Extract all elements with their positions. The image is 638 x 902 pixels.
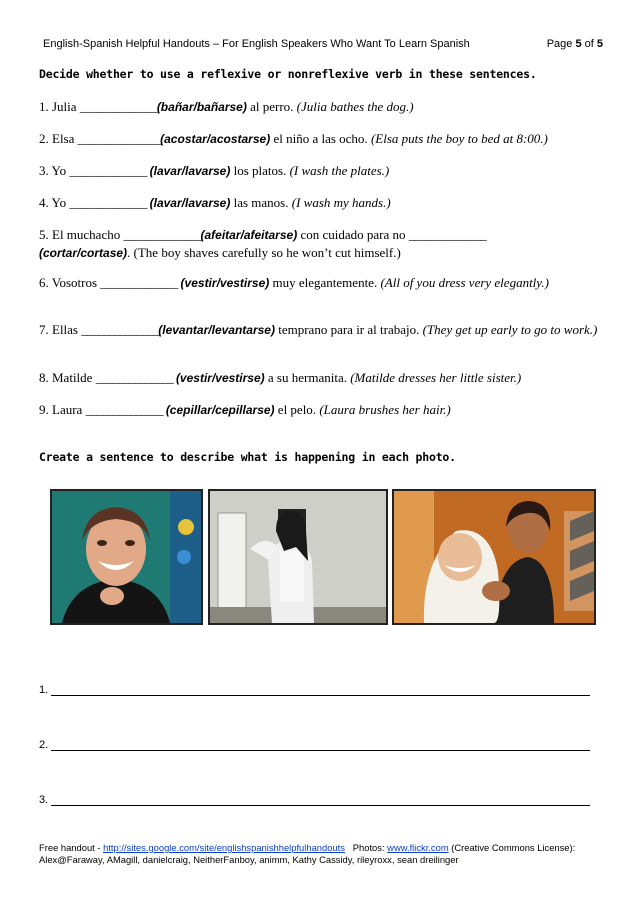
q-rest: los platos. xyxy=(230,163,290,178)
q-subject: El muchacho xyxy=(52,227,121,242)
q-verb: (vestir/vestirse) xyxy=(180,276,270,290)
q-translation: (Julia bathes the dog.) xyxy=(296,99,414,114)
question-5 xyxy=(39,226,604,262)
photo-woman-dressing-art xyxy=(210,491,386,623)
q-rest: temprano para ir al trabajo. xyxy=(274,322,423,337)
page-total: 5 xyxy=(596,38,603,50)
footer-prefix: Free handout - xyxy=(39,842,104,853)
q-rest: las manos. xyxy=(230,195,292,210)
q-rest: al perro. xyxy=(246,99,297,114)
q-num: 6. xyxy=(39,275,49,290)
q-verb: (lavar/lavarse) xyxy=(149,196,231,210)
q-subject: Vosotros xyxy=(51,275,98,290)
q-num: 3. xyxy=(39,163,49,178)
q-rest: el pelo. xyxy=(274,402,320,417)
answer-num: 1. xyxy=(39,684,49,696)
page-current: 5 xyxy=(575,38,582,50)
photo-strip xyxy=(50,489,596,625)
q-blank[interactable]: ______________ xyxy=(69,195,147,210)
q-num: 7. xyxy=(39,322,49,337)
answer-line[interactable] xyxy=(51,695,590,696)
answer-1[interactable] xyxy=(39,684,590,698)
photo-mother-child xyxy=(392,489,596,625)
q-subject: Matilde xyxy=(52,370,93,385)
q-rest: el niño a las ocho. xyxy=(270,131,371,146)
q-blank[interactable]: _______________ xyxy=(77,131,161,146)
q-num: 2. xyxy=(39,131,49,146)
q-num: 4. xyxy=(39,195,49,210)
q-num: 8. xyxy=(39,370,49,385)
q-num: 9. xyxy=(39,402,49,417)
q-subject: Julia xyxy=(52,99,77,114)
photo-woman-smiling-art xyxy=(52,491,201,623)
q-blank-2[interactable]: ______________ xyxy=(408,227,486,242)
license-text: (Creative Commons License): xyxy=(448,842,576,853)
q-subject: Ellas xyxy=(52,322,78,337)
page-of: of xyxy=(581,38,597,50)
flickr-link[interactable]: www.flickr.com xyxy=(387,842,449,853)
q-verb: (acostar/acostarse) xyxy=(160,132,271,146)
q-subject: Yo xyxy=(51,163,67,178)
q-verb: (bañar/bañarse) xyxy=(156,100,247,114)
answer-num: 2. xyxy=(39,739,49,751)
photos-label: Photos: xyxy=(352,842,388,853)
q-num: 1. xyxy=(39,99,49,114)
q-verb: (afeitar/afeitarse) xyxy=(200,228,298,242)
q-translation: (Elsa puts the boy to bed at 8:00.) xyxy=(370,131,548,146)
q-translation: (Matilde dresses her little sister.) xyxy=(350,370,522,385)
q-blank[interactable]: ______________ xyxy=(69,163,147,178)
q-verb: (vestir/vestirse) xyxy=(175,371,265,385)
q-num: 5. xyxy=(39,227,49,242)
q-blank[interactable]: ______________ xyxy=(123,227,201,242)
answer-3[interactable] xyxy=(39,794,590,808)
q-blank[interactable]: ______________ xyxy=(95,370,173,385)
q-rest: a su hermanita. xyxy=(264,370,351,385)
q-blank[interactable]: ______________ xyxy=(79,99,157,114)
section2-heading: Create a sentence to describe what is happening in each photo. xyxy=(39,450,456,464)
section1-heading: Decide whether to use a reflexive or nonreflexive verb in these sentences. xyxy=(39,67,537,81)
q-translation: (They get up early to go to work.) xyxy=(422,322,598,337)
q-verb-2: (cortar/cortase) xyxy=(39,246,128,260)
q-translation: (I wash my hands.) xyxy=(291,195,391,210)
answer-2[interactable] xyxy=(39,739,590,753)
q-rest: muy elegantemente. xyxy=(269,275,381,290)
question-8 xyxy=(39,369,604,387)
q-verb: (levantar/levantarse) xyxy=(158,323,275,337)
q-subject: Laura xyxy=(52,402,83,417)
question-3 xyxy=(39,162,604,180)
q-rest-2: . (The boy shaves carefully so he won’t cut himself.) xyxy=(127,245,401,260)
q-translation: (All of you dress very elegantly.) xyxy=(380,275,549,290)
question-4 xyxy=(39,194,604,212)
question-1 xyxy=(39,98,604,116)
site-link[interactable]: http://sites.google.com/site/englishspanishhelpfulhandouts xyxy=(103,842,345,853)
q-rest: con cuidado para no xyxy=(297,227,409,242)
q-translation: (Laura brushes her hair.) xyxy=(319,402,451,417)
page-number xyxy=(547,38,603,50)
photo-credits: Alex@Faraway, AMagill, danielcraig, NeitherFanboy, animm, Kathy Cassidy, rileyroxx, sean dreilinger xyxy=(39,854,459,865)
question-6 xyxy=(39,274,604,292)
photo-mother-child-art xyxy=(394,491,594,623)
question-9 xyxy=(39,401,604,419)
header-title: English-Spanish Helpful Handouts – For English Speakers Who Want To Learn Spanish xyxy=(43,38,470,50)
answer-line[interactable] xyxy=(51,750,590,751)
q-blank[interactable]: ______________ xyxy=(81,322,159,337)
page-header xyxy=(43,38,603,54)
answer-line[interactable] xyxy=(51,805,590,806)
answer-num: 3. xyxy=(39,794,49,806)
question-2 xyxy=(39,130,604,148)
photo-woman-dressing xyxy=(208,489,388,625)
q-verb: (lavar/lavarse) xyxy=(149,164,231,178)
q-verb: (cepillar/cepillarse) xyxy=(165,403,275,417)
page-prefix: Page xyxy=(546,38,576,50)
q-blank[interactable]: ______________ xyxy=(100,275,178,290)
question-7 xyxy=(39,321,604,339)
page-footer xyxy=(39,842,609,866)
q-subject: Elsa xyxy=(52,131,75,146)
q-blank[interactable]: ______________ xyxy=(85,402,163,417)
q-translation: (I wash the plates.) xyxy=(289,163,390,178)
photo-woman-smiling xyxy=(50,489,203,625)
q-subject: Yo xyxy=(51,195,67,210)
